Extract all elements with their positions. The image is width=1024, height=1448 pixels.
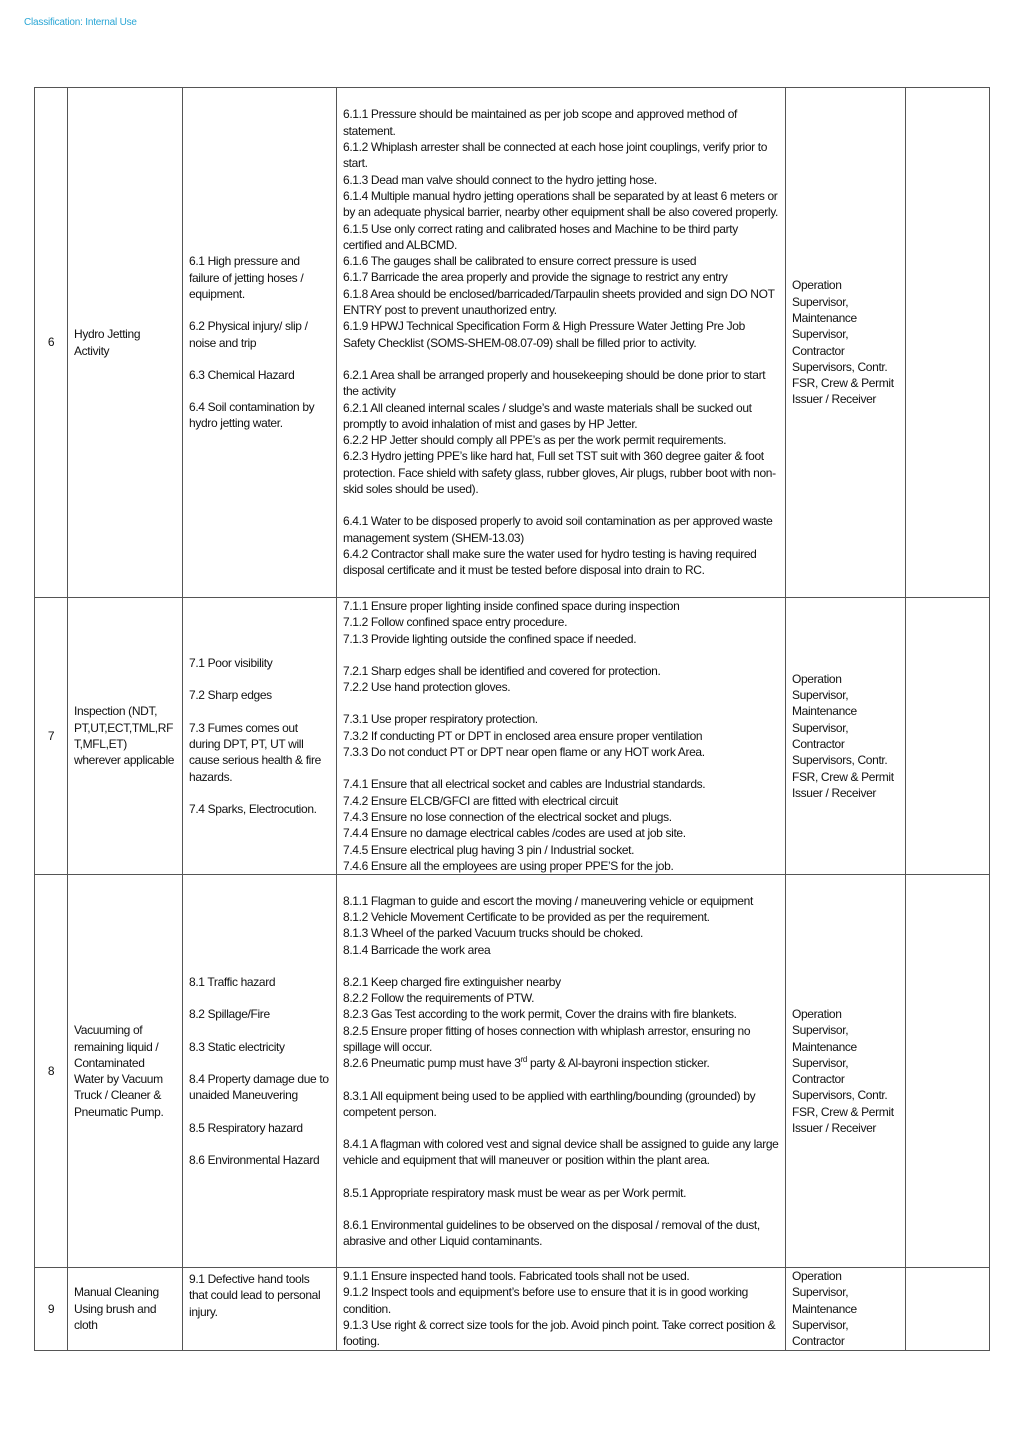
responsible-cell: Operation Supervisor, Maintenance Supervisor, Contractor Supervisors, Contr. FSR, Crew & Permit Issuer / Receiver [786, 88, 906, 598]
empty-cell [906, 875, 990, 1268]
activity-cell: Hydro Jetting Activity [68, 88, 183, 598]
control-group: 7.4.1 Ensure that all electrical socket and cables are Industrial standards. 7.4.2 Ensure ELCB/GFCI are fitted with electrical circuit 7.4.3 Ensure no lose connection of the electrical socket and plugs. 7.4.4 Ensure no damage electrical cables /codes are used at job site. 7.4.5 Ensure electrical plug having 3 pin / Industrial socket. 7.4.6 Ensure all the employees are using proper PPE’S for the job. [343, 777, 706, 873]
control-group: 9.1.1 Ensure inspected hand tools. Fabricated tools shall not be used. 9.1.2 Inspect tools and equipment’s before use to ensure that it is in good working condition. 9.1.3 Use right & correct size tools for the job. Avoid pinch point. Take correct position & footing. [343, 1269, 776, 1349]
hazards-cell [183, 875, 337, 1268]
table-row [35, 598, 990, 875]
hazards-cell [183, 88, 337, 598]
hazard-item: 7.4 Sparks, Electrocution. [189, 801, 317, 816]
hazard-item: 8.4 Property damage due to unaided Maneuvering [189, 1072, 329, 1103]
hazard-item: 7.2 Sharp edges [189, 688, 272, 703]
controls-cell [337, 1268, 786, 1350]
table-row [35, 88, 990, 598]
table-row [35, 1268, 990, 1350]
row-number: 9 [35, 1268, 68, 1350]
hazard-item: 7.1 Poor visibility [189, 656, 273, 671]
hazard-item: 9.1 Defective hand tools that could lead to personal injury. [189, 1272, 321, 1319]
control-item: 8.2.6 Pneumatic pump must have 3rd party & Al-bayroni inspection sticker. [343, 1055, 710, 1071]
control-group: 7.3.1 Use proper respiratory protection. 7.3.2 If conducting PT or DPT in enclosed area ensure proper ventilation 7.3.3 Do not conduct PT or DPT near open flame or any HOT work Area. [343, 712, 705, 760]
hazard-item: 7.3 Fumes comes out during DPT, PT, UT will cause serious health & fire hazards. [189, 720, 321, 784]
hazards-cell [183, 598, 337, 875]
row-number: 7 [35, 598, 68, 875]
control-group: 7.1.1 Ensure proper lighting inside confined space during inspection 7.1.2 Follow confined space entry procedure. 7.1.3 Provide lighting outside the confined space if needed. [343, 599, 680, 646]
controls-cell [337, 875, 786, 1268]
risk-assessment-table [34, 87, 990, 1351]
control-group: 8.3.1 All equipment being used to be applied with earthling/bounding (grounded) by competent person. [343, 1088, 756, 1119]
empty-cell [906, 1268, 990, 1350]
classification-label: Classification: Internal Use [24, 17, 137, 28]
activity-cell: Manual Cleaning Using brush and cloth [68, 1268, 183, 1350]
row-number: 8 [35, 875, 68, 1268]
control-group: 8.1.1 Flagman to guide and escort the moving / maneuvering vehicle or equipment 8.1.2 Vehicle Movement Certificate to be provided as per the requirement. 8.1.3 Wheel of the parked Vacuum trucks should be choked. 8.1.4 Barricade the work area [343, 893, 753, 957]
control-group: 8.2.1 Keep charged fire extinguisher nearby 8.2.2 Follow the requirements of PTW. 8.2.3 Gas Test according to the work permit, Cover the drains with fire blankets. 8.2.5 Ensure proper fitting of hoses connection with whiplash arrestor, ensuring no spillage will occur. [343, 974, 751, 1054]
hazard-item: 6.2 Physical injury/ slip / noise and trip [189, 319, 308, 350]
responsible-cell: Operation Supervisor, Maintenance Supervisor, Contractor [786, 1268, 906, 1350]
empty-cell [906, 88, 990, 598]
hazard-item: 6.1 High pressure and failure of jetting hoses / equipment. [189, 254, 304, 301]
hazard-item: 8.2 Spillage/Fire [189, 1007, 270, 1022]
table-row [35, 875, 990, 1268]
controls-cell [337, 88, 786, 598]
responsible-cell: Operation Supervisor, Maintenance Supervisor, Contractor Supervisors, Contr. FSR, Crew & Permit Issuer / Receiver [786, 598, 906, 875]
control-group: 8.6.1 Environmental guidelines to be observed on the disposal / removal of the dust, abrasive and other Liquid contaminants. [343, 1218, 760, 1249]
hazard-item: 8.6 Environmental Hazard [189, 1152, 320, 1167]
hazard-item: 8.5 Respiratory hazard [189, 1120, 303, 1135]
empty-cell [906, 598, 990, 875]
row-number: 6 [35, 88, 68, 598]
control-group: 6.2.1 Area shall be arranged properly and housekeeping should be done prior to start the activity 6.2.1 All cleaned internal scales / sludge’s and waste materials shall be sucked out promptly to avoid inhalation of mist and gases by HP Jetter. 6.2.2 HP Jetter should comply all PPE’s as per the work permit requirements. 6.2.3 Hydro jetting PPE’s like hard hat, Full set TST suit with 360 degree gaiter & foot protection. Face shield with safety glass, rubber gloves, Air plugs, rubber boot with non-skid soles should be used). [343, 367, 776, 497]
control-group: 7.2.1 Sharp edges shall be identified and covered for protection. 7.2.2 Use hand protection gloves. [343, 663, 661, 695]
hazard-item: 8.1 Traffic hazard [189, 975, 276, 990]
hazards-cell [183, 1268, 337, 1350]
hazard-item: 6.3 Chemical Hazard [189, 367, 295, 382]
control-group: 6.1.1 Pressure should be maintained as per job scope and approved method of statement. 6.1.2 Whiplash arrester shall be connected at each hose joint couplings, verify prior to start. 6.1.3 Dead man valve should connect to the hydro jetting hose. 6.1.4 Multiple manual hydro jetting operations shall be separated by at least 6 meters or by an adequate physical barrier, nearby other equipment shall be also covered properly. 6.1.5 Use only correct rating and calibrated hoses and Machine to be third party certified and ALBCMD. 6.1.6 The gauges shall be calibrated to ensure correct pressure is used 6.1.7 Barricade the area properly and provide the signage to restrict any entry 6.1.8 Area should be enclosed/barricaded/Tarpaulin sheets provided and sign DO NOT ENTRY post to prevent unauthorized entry. 6.1.9 HPWJ Technical Specification Form & High Pressure Water Jetting Pre Job Safety Checklist (SOMS-SHEM-08.07-09) shall be filled prior to activity. [343, 107, 778, 350]
activity-cell: Inspection (NDT, PT,UT,ECT,TML,RF T,MFL,ET) wherever applicable [68, 598, 183, 875]
responsible-cell: Operation Supervisor, Maintenance Supervisor, Contractor Supervisors, Contr. FSR, Crew & Permit Issuer / Receiver [786, 875, 906, 1268]
activity-cell: Vacuuming of remaining liquid / Contaminated Water by Vacuum Truck / Cleaner & Pneumatic Pump. [68, 875, 183, 1268]
control-group: 6.4.1 Water to be disposed properly to avoid soil contamination as per approved waste management system (SHEM-13.03) 6.4.2 Contractor shall make sure the water used for hydro testing is having required disposal certificate and it must be tested before disposal into drain to RC. [343, 514, 773, 578]
hazard-item: 6.4 Soil contamination by hydro jetting water. [189, 400, 315, 431]
controls-cell [337, 598, 786, 875]
control-group: 8.5.1 Appropriate respiratory mask must be wear as per Work permit. [343, 1185, 687, 1200]
hazard-item: 8.3 Static electricity [189, 1039, 285, 1054]
control-group: 8.4.1 A flagman with colored vest and signal device shall be assigned to guide any large vehicle and equipment that will maneuver or position within the plant area. [343, 1137, 779, 1168]
